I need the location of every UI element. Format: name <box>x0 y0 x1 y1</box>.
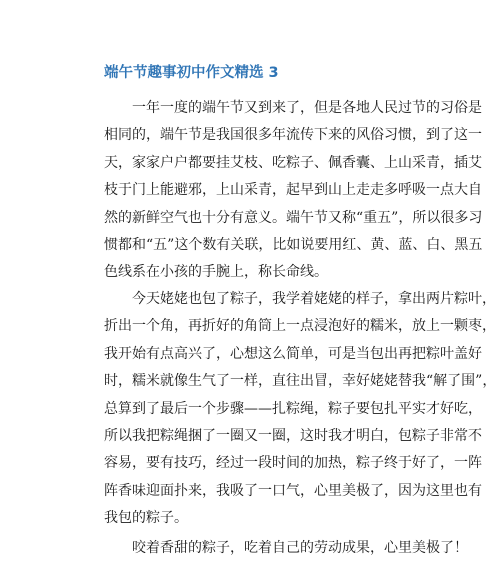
paragraph-1 <box>104 95 483 287</box>
text-line: 咬着香甜的粽子，吃着自己的劳动成果，心里美极了！ <box>104 540 468 556</box>
text-line: 惯都和“五”这个数有关联，比如说要用红、黄、蓝、白、黑五 <box>104 237 483 254</box>
text-line: 今天姥姥也包了粽子，我学着姥姥的样子，拿出两片粽叶， <box>104 291 496 307</box>
text-line: 然的新鲜空气也十分有意义。端午节又称“重五”，所以很多习 <box>104 209 483 226</box>
text-line: 枝于门上能避邪，上山采青，起早到山上走走多呼吸一点大自 <box>104 182 482 199</box>
text-line: 相同的，端午节是我国很多年流传下来的风俗习惯，到了这一 <box>104 127 482 144</box>
text-line: 天，家家户户都要挂艾枝、吃粽子、佩香囊、上山采青，插艾 <box>104 154 482 171</box>
text-line: 容易，要有技巧，经过一段时间的加热，粽子终于好了，一阵 <box>104 455 482 472</box>
text-line: 时，糯米就像生气了一样，直往出冒，幸好姥姥替我“解了围”， <box>104 373 497 390</box>
text-line: 一年一度的端午节又到来了，但是各地人民过节的习俗是 <box>104 100 482 116</box>
text-line: 折出一个角，再折好的角筒上一点浸泡好的糯米，放上一颗枣， <box>104 318 496 335</box>
text-line: 阵香味迎面扑来，我吸了一口气，心里美极了，因为这里也有 <box>104 482 482 499</box>
text-line: 我开始有点高兴了，心想这么简单，可是当包出再把粽叶盖好 <box>104 345 482 362</box>
document-title: 端午节趣事初中作文精选 3 <box>104 65 279 81</box>
text-line: 所以我把粽绳捆了一圈又一圈，这时我才明白，包粽子非常不 <box>104 428 482 445</box>
text-line: 总算到了最后一个步骤——扎粽绳，粽子要包扎平实才好吃， <box>104 400 482 417</box>
paragraph-3 <box>104 535 468 562</box>
text-line: 色线系在小孩的手腕上，称长命线。 <box>104 264 328 281</box>
paragraph-2 <box>104 286 497 533</box>
text-line: 我包的粽子。 <box>104 510 188 527</box>
